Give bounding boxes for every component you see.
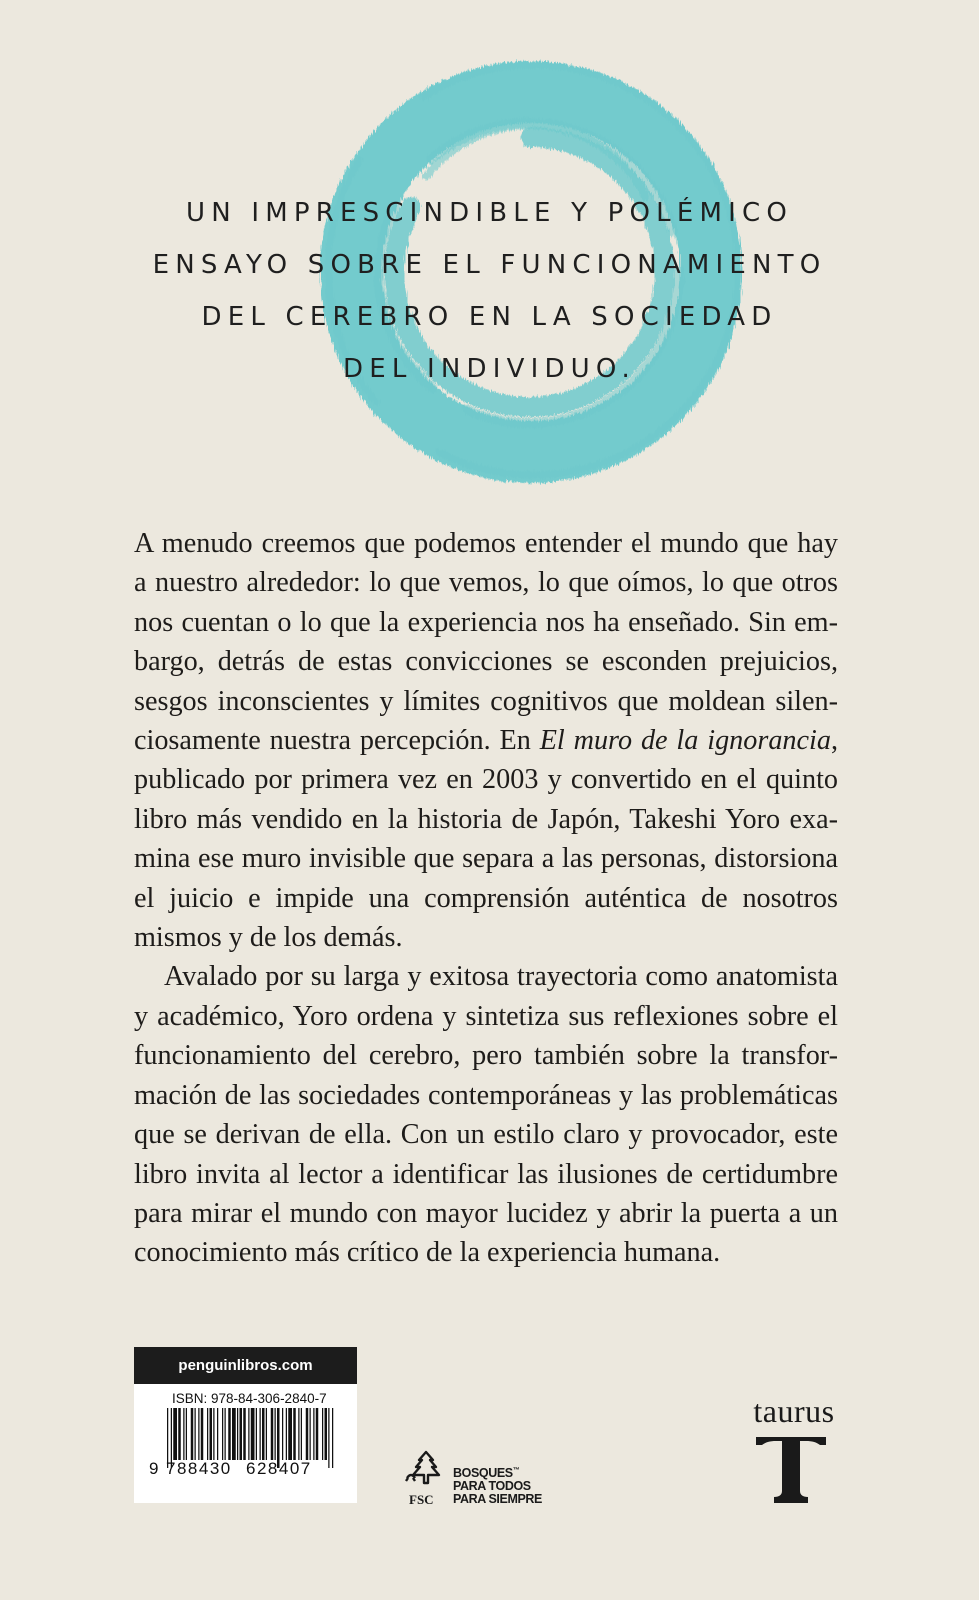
tagline-line: DEL INDIVIDUO.: [343, 354, 636, 384]
fsc-label: FSC: [409, 1492, 434, 1507]
blurb-line: sesgos inconscientes y límites cognitivos que moldean silen-: [134, 685, 838, 717]
fsc-trademark: ™: [512, 1467, 520, 1474]
barcode-bar: [293, 1408, 296, 1460]
blurb-line: y académico, Yoro ordena y sintetiza sus reflexiones sobre el: [134, 1000, 838, 1032]
blurb-text-fragment: ciosamente nuestra percepción. En: [134, 725, 540, 757]
tagline: [100, 187, 879, 395]
barcode-bar: [325, 1408, 328, 1460]
blurb-text: [134, 524, 838, 1273]
blurb-line: para mirar el mundo con mayor lucidez y abrir la puerta a un: [134, 1197, 838, 1229]
blurb-text-fragment: ,: [830, 725, 838, 757]
barcode-bar: [298, 1408, 299, 1460]
barcode-bar: [328, 1408, 329, 1468]
blurb-line: nos cuentan o lo que la experiencia nos ha enseñado. Sin em-: [134, 606, 838, 638]
taurus-t-logo-icon: [754, 1433, 828, 1505]
website-label: penguinlibros.com: [134, 1347, 357, 1384]
barcode-bar: [225, 1408, 226, 1460]
barcode-bar: [228, 1408, 231, 1460]
barcode-bar: [191, 1408, 194, 1460]
barcode-bar: [195, 1408, 196, 1460]
barcode-bar: [207, 1408, 208, 1460]
barcode-bar: [271, 1408, 274, 1460]
barcode-bar: [256, 1408, 257, 1460]
blurb-line: A menudo creemos que podemos entender el mundo que hay: [134, 528, 838, 559]
barcode-bar: [306, 1408, 309, 1460]
fsc-slogan-line: BOSQUES: [453, 1466, 513, 1481]
blurb-line: libro más vendido en la historia de Japón, Takeshi Yoro exa-: [134, 803, 838, 835]
barcode-bar: [240, 1408, 243, 1460]
barcode-bar: [210, 1408, 213, 1460]
barcode-bar: [260, 1408, 261, 1460]
barcode-digits-right: 628407: [246, 1459, 312, 1478]
barcode-bar: [262, 1408, 265, 1460]
isbn-label: ISBN: 978-84-306-2840-7: [172, 1391, 327, 1406]
barcode-bar: [301, 1408, 302, 1460]
tagline-line: ENSAYO SOBRE EL FUNCIONAMIENTO: [152, 250, 827, 280]
tagline-line: DEL CEREBRO EN LA SOCIEDAD: [201, 302, 778, 332]
barcode-bar: [266, 1408, 267, 1460]
barcode-bar: [183, 1408, 184, 1460]
barcode-bar: [282, 1408, 283, 1460]
barcode-bar: [275, 1408, 276, 1460]
barcode-bar: [243, 1408, 246, 1460]
barcode-bar: [251, 1408, 255, 1460]
barcode-bar: [201, 1408, 204, 1460]
barcode-bar: [248, 1408, 249, 1460]
barcode-bar: [186, 1408, 187, 1460]
barcode-bar: [178, 1408, 181, 1460]
blurb-line: publicado por primera vez en 2003 y convertido en el quinto: [134, 764, 838, 796]
barcode-bar: [286, 1408, 287, 1460]
blurb-line: funcionamiento del cerebro, pero también sobre la transfor-: [134, 1040, 838, 1072]
fsc-slogan: [453, 1464, 542, 1506]
barcode-digits-left: 788430: [166, 1459, 232, 1478]
blurb-line: bargo, detrás de estas convicciones se esconden prejuicios,: [134, 646, 838, 678]
fsc-logo: [403, 1448, 573, 1508]
barcode-bar: [222, 1408, 223, 1460]
publisher-name: taurus: [753, 1393, 835, 1429]
fsc-slogan-line: PARA SIEMPRE: [453, 1492, 542, 1507]
blurb-line: libro invita al lector a identificar las ilusiones de certidumbre: [134, 1158, 838, 1190]
barcode-bar: [213, 1408, 214, 1460]
barcode-bar: [217, 1408, 218, 1460]
book-title: El muro de la ignorancia: [539, 725, 831, 757]
barcode-digit-first: 9: [149, 1459, 159, 1478]
blurb-line: mina ese muro invisible que separa a las personas, distorsiona: [134, 843, 838, 875]
tagline-line: UN IMPRESCINDIBLE Y POLÉMICO: [185, 198, 794, 228]
barcode-bar: [322, 1408, 323, 1460]
blurb-line: conocimiento más crítico de la experiencia humana.: [134, 1237, 721, 1269]
barcode-bar: [232, 1408, 236, 1460]
barcode-bar: [288, 1408, 292, 1460]
barcode-bar: [198, 1408, 199, 1460]
fsc-slogan-line: PARA TODOS: [453, 1479, 531, 1494]
barcode-bar: [237, 1408, 238, 1460]
blurb-line: el juicio e impide una comprensión auténtica de nosotros: [134, 882, 838, 914]
blurb-line: Avalado por su larga y exitosa trayectoria como anatomista: [164, 961, 838, 993]
fsc-tree-icon: [403, 1448, 449, 1492]
barcode-bar: [313, 1408, 314, 1460]
barcode-bar: [332, 1408, 333, 1468]
barcode-bar: [173, 1408, 177, 1460]
blurb-line: mación de las sociedades contemporáneas y las problemáticas: [134, 1079, 838, 1111]
barcode-bar: [316, 1408, 319, 1460]
blurb-line: que se derivan de ella. Con un estilo claro y provocador, este: [134, 1119, 838, 1151]
blurb-line: mismos y de los demás.: [134, 922, 403, 954]
blurb-line: a nuestro alrededor: lo que vemos, lo que oímos, lo que otros: [134, 567, 838, 599]
barcode-block: [134, 1384, 357, 1503]
blurb-line-with-title: [134, 721, 838, 760]
barcode-bar: [310, 1408, 311, 1460]
